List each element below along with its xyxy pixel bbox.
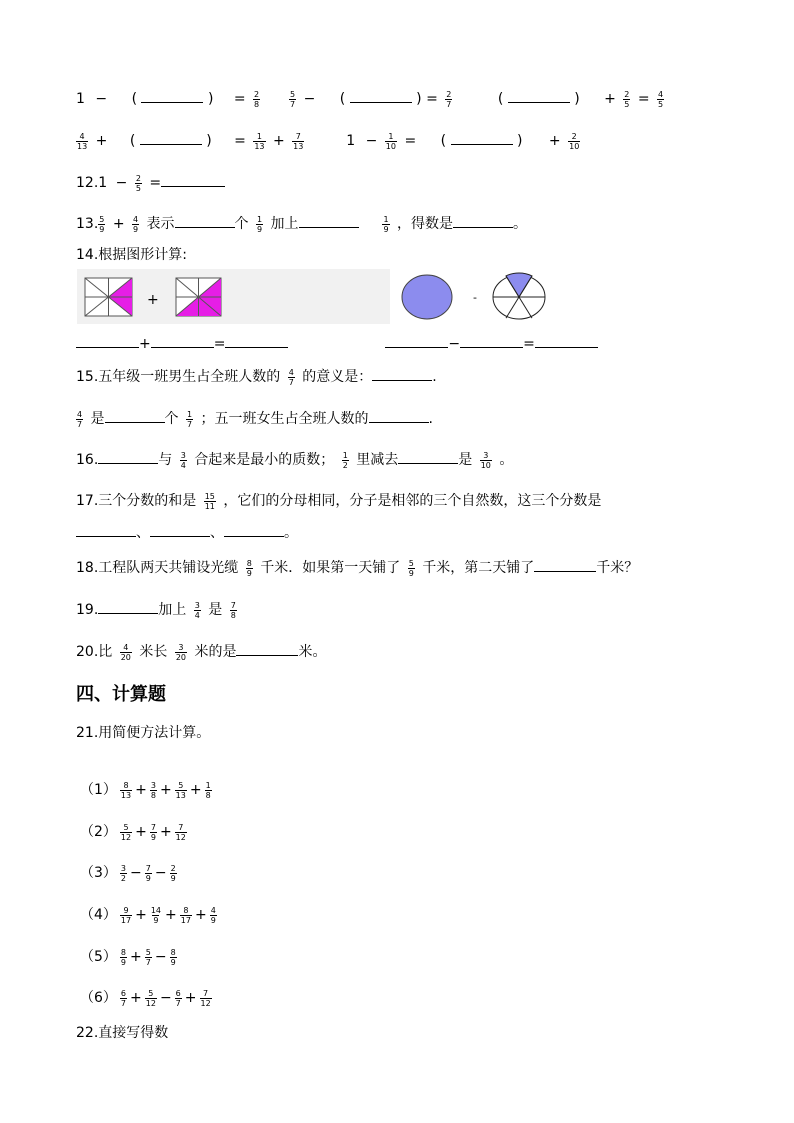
plus-sign: + [194,907,207,923]
item-label: （6） [80,990,117,1006]
question-text: 米长 [139,644,168,660]
fraction: $\frac{8}{9}$ [246,558,252,578]
answer-blank[interactable] [224,522,284,537]
answer-blank[interactable] [150,522,210,537]
fraction: $\frac{3}{4}$ [194,600,200,620]
answer-blank[interactable] [372,366,432,381]
minus-sign: − [95,91,108,107]
fraction: $\frac{7}{12}$ [200,988,211,1008]
minus-sign: − [159,990,172,1006]
question-text: 21.用简便方法计算。 [76,725,211,741]
fraction: $\frac{7}{8}$ [230,600,236,620]
question-15 [76,366,437,387]
equals-sign: = [233,91,246,107]
fraction: $\frac{2}{10}$ [569,131,580,151]
fraction: $\frac{3}{8}$ [150,780,156,800]
answer-blank[interactable] [151,333,214,348]
question-17 [76,491,601,511]
plus-sign: + [135,782,147,798]
fraction: $\frac{7}{13}$ [293,131,304,151]
plus-sign: + [130,990,142,1006]
fraction: $\frac{4}{9}$ [133,214,139,234]
fraction: $\frac{3}{20}$ [175,642,186,662]
minus-sign: − [448,336,461,352]
separator: 、 [136,525,150,541]
plus-sign: + [95,133,108,149]
question-text: 的意义是： [302,369,373,385]
calculation-item [80,863,180,883]
fraction: $\frac{8}{13}$ [120,780,132,800]
fraction: $\frac{5}{12}$ [120,822,132,842]
plus-sign: + [135,824,147,840]
fraction: $\frac{6}{7}$ [120,988,127,1008]
calculation-item [80,947,180,967]
plus-sign: + [189,782,202,798]
plus-sign: + [139,336,151,352]
answer-blank[interactable] [385,333,448,348]
question-text: 表示 [146,216,175,232]
question-text: . [428,411,433,427]
question-text: 18.工程队两天共铺设光缆 [76,560,239,576]
open-paren: ( [440,133,447,149]
plus-sign: + [147,292,159,308]
question-text: 17.三个分数的和是 [76,493,197,509]
answer-blank[interactable] [460,333,523,348]
question-text: 与 [158,452,173,468]
question-text: 里减去 [356,452,399,468]
question-text: . [432,369,437,385]
fraction: $\frac{5}{12}$ [145,988,156,1008]
square-figure-1 [85,278,132,316]
section-heading: 四、计算题 [76,684,166,705]
item-label: （2） [80,824,117,840]
calculation-item [80,822,190,842]
question-text: 14.根据图形计算: [76,247,187,263]
question-text: 加上 [158,602,187,618]
item-label: （1） [80,782,117,798]
question-text: 千米，第二天铺了 [422,560,535,576]
fraction: $\frac{3}{4}$ [180,450,186,470]
fraction: $\frac{4}{7}$ [288,367,294,387]
fraction: $\frac{8}{9}$ [120,947,127,967]
question-number: 16. [76,452,99,468]
answer-blank[interactable] [534,557,596,572]
minus-sign: − [365,133,378,149]
question-16 [76,449,513,470]
calculation-item [80,905,220,925]
question-19 [76,599,240,620]
answer-blank[interactable] [98,449,158,464]
question-text: 15.五年级一班男生占全班人数的 [76,369,281,385]
fraction: $\frac{9}{17}$ [120,905,132,925]
fraction: $\frac{7}{9}$ [145,863,151,883]
question-text: ，得数是 [397,216,453,232]
plus-sign: + [548,133,561,149]
fraction: $\frac{5}{9}$ [99,214,105,234]
question-18 [76,557,638,578]
close-paren: ) [206,133,212,149]
fraction: $\frac{2}{5}$ [624,89,630,109]
question-14-answers [76,333,598,354]
answer-blank[interactable] [76,522,136,537]
close-paren: ) [416,91,422,107]
figure-shapes [0,0,794,340]
plus-sign: + [135,907,147,923]
question-text: 米。 [298,644,327,660]
number: 1 [346,133,356,149]
fraction: $\frac{1}{9}$ [257,214,263,234]
answer-blank[interactable] [236,641,298,656]
item-label: （3） [80,865,117,881]
fraction: $\frac{5}{7}$ [290,89,296,109]
fraction: $\frac{4}{7}$ [77,409,83,429]
question-text: 个 [164,411,179,427]
fraction: $\frac{1}{13}$ [254,131,265,151]
answer-blank[interactable] [76,333,139,348]
separator: 、 [210,525,224,541]
question-20 [76,641,326,662]
minus-sign: − [115,175,128,191]
minus-sign: − [154,949,167,965]
equals-sign: = [213,336,226,352]
fraction: $\frac{1}{8}$ [205,780,211,800]
plus-sign: + [112,216,125,232]
question-21 [76,723,210,743]
fraction: $\frac{5}{7}$ [145,947,151,967]
minus-sign: − [130,865,142,881]
fraction: $\frac{1}{9}$ [383,214,389,234]
question-text: 12.1 [76,175,108,191]
fraction: $\frac{3}{2}$ [120,863,127,883]
answer-blank[interactable] [369,408,429,423]
plus-sign: + [130,949,142,965]
question-text: 千米？ [596,560,639,576]
answer-blank[interactable] [98,599,158,614]
fraction: $\frac{4}{9}$ [210,905,216,925]
open-paren: ( [131,91,138,107]
item-label: （5） [80,949,117,965]
plus-sign: + [604,91,616,107]
item-label: （4） [80,907,117,923]
plus-sign: + [165,907,177,923]
fraction: $\frac{2}{7}$ [446,89,452,109]
open-paren: ( [129,133,136,149]
answer-blank[interactable] [225,333,288,348]
fraction: $\frac{3}{10}$ [480,450,491,470]
fraction: $\frac{2}{5}$ [135,173,141,193]
fraction: $\frac{15}{11}$ [204,491,215,511]
fraction: $\frac{1}{7}$ [187,409,193,429]
question-22 [76,1023,168,1043]
plus-sign: + [272,133,285,149]
question-number: 13. [76,216,99,232]
fraction: $\frac{5}{9}$ [408,558,414,578]
fraction: $\frac{1}{2}$ [342,450,348,470]
open-paren: ( [339,91,346,107]
plus-sign: + [159,824,172,840]
answer-blank[interactable] [398,449,458,464]
question-text: 22.直接写得数 [76,1025,169,1041]
question-text: 。 [284,525,298,541]
minus-sign: − [303,91,316,107]
minus-sign: − [154,865,167,881]
question-text: ；五一班女生占全班人数的 [200,411,369,427]
fraction: $\frac{6}{7}$ [175,988,181,1008]
fraction: $\frac{14}{9}$ [150,905,162,925]
question-text: ，它们的分母相同，分子是相邻的三个自然数，这三个分数是 [223,493,602,509]
equals-sign: = [234,133,246,149]
fraction: $\frac{8}{17}$ [180,905,191,925]
question-text: 。 [513,216,527,232]
question-text: 千米．如果第一天铺了 [260,560,401,576]
question-text: 合起来是最小的质数； [194,452,335,468]
close-paren: ) [574,91,580,107]
plus-sign: + [159,782,172,798]
equals-sign: = [426,91,438,107]
fraction: $\frac{4}{5}$ [658,89,664,109]
question-text: 20.比 [76,644,113,660]
answer-blank[interactable] [105,408,165,423]
question-15-line-2 [76,408,433,429]
equals-sign: = [404,133,417,149]
plus-sign: + [184,990,197,1006]
fraction: $\frac{1}{10}$ [385,131,396,151]
full-circle-figure [402,275,452,319]
fraction: $\frac{2}{8}$ [254,89,260,109]
close-paren: ) [517,133,523,149]
equals-sign: = [523,336,535,352]
fraction: $\frac{4}{20}$ [120,642,131,662]
square-figure-2 [176,278,221,316]
question-text: 米的是 [194,644,237,660]
number: 1 [76,91,85,107]
question-text: 。 [499,452,514,468]
minus-sign: - [473,291,477,304]
question-text: 个 [234,216,249,232]
answer-blank[interactable] [535,333,598,348]
fraction: $\frac{5}{13}$ [175,780,186,800]
calculation-item [80,988,215,1008]
divided-circle-figure [493,273,545,319]
fraction: $\frac{7}{12}$ [175,822,186,842]
equals-sign: = [637,91,650,107]
calculation-item [80,780,215,800]
fraction: $\frac{2}{9}$ [170,863,176,883]
question-17-answers [76,522,298,543]
equals-sign: = [149,175,162,191]
fraction: $\frac{4}{13}$ [77,131,88,151]
question-text: 是 [208,602,223,618]
open-paren: ( [497,91,504,107]
fraction: $\frac{7}{9}$ [150,822,156,842]
question-text: 加上 [270,216,299,232]
question-text: 是 [90,411,105,427]
question-number: 19. [76,602,99,618]
fraction: $\frac{8}{9}$ [170,947,176,967]
question-text: 是 [458,452,473,468]
close-paren: ) [207,91,214,107]
